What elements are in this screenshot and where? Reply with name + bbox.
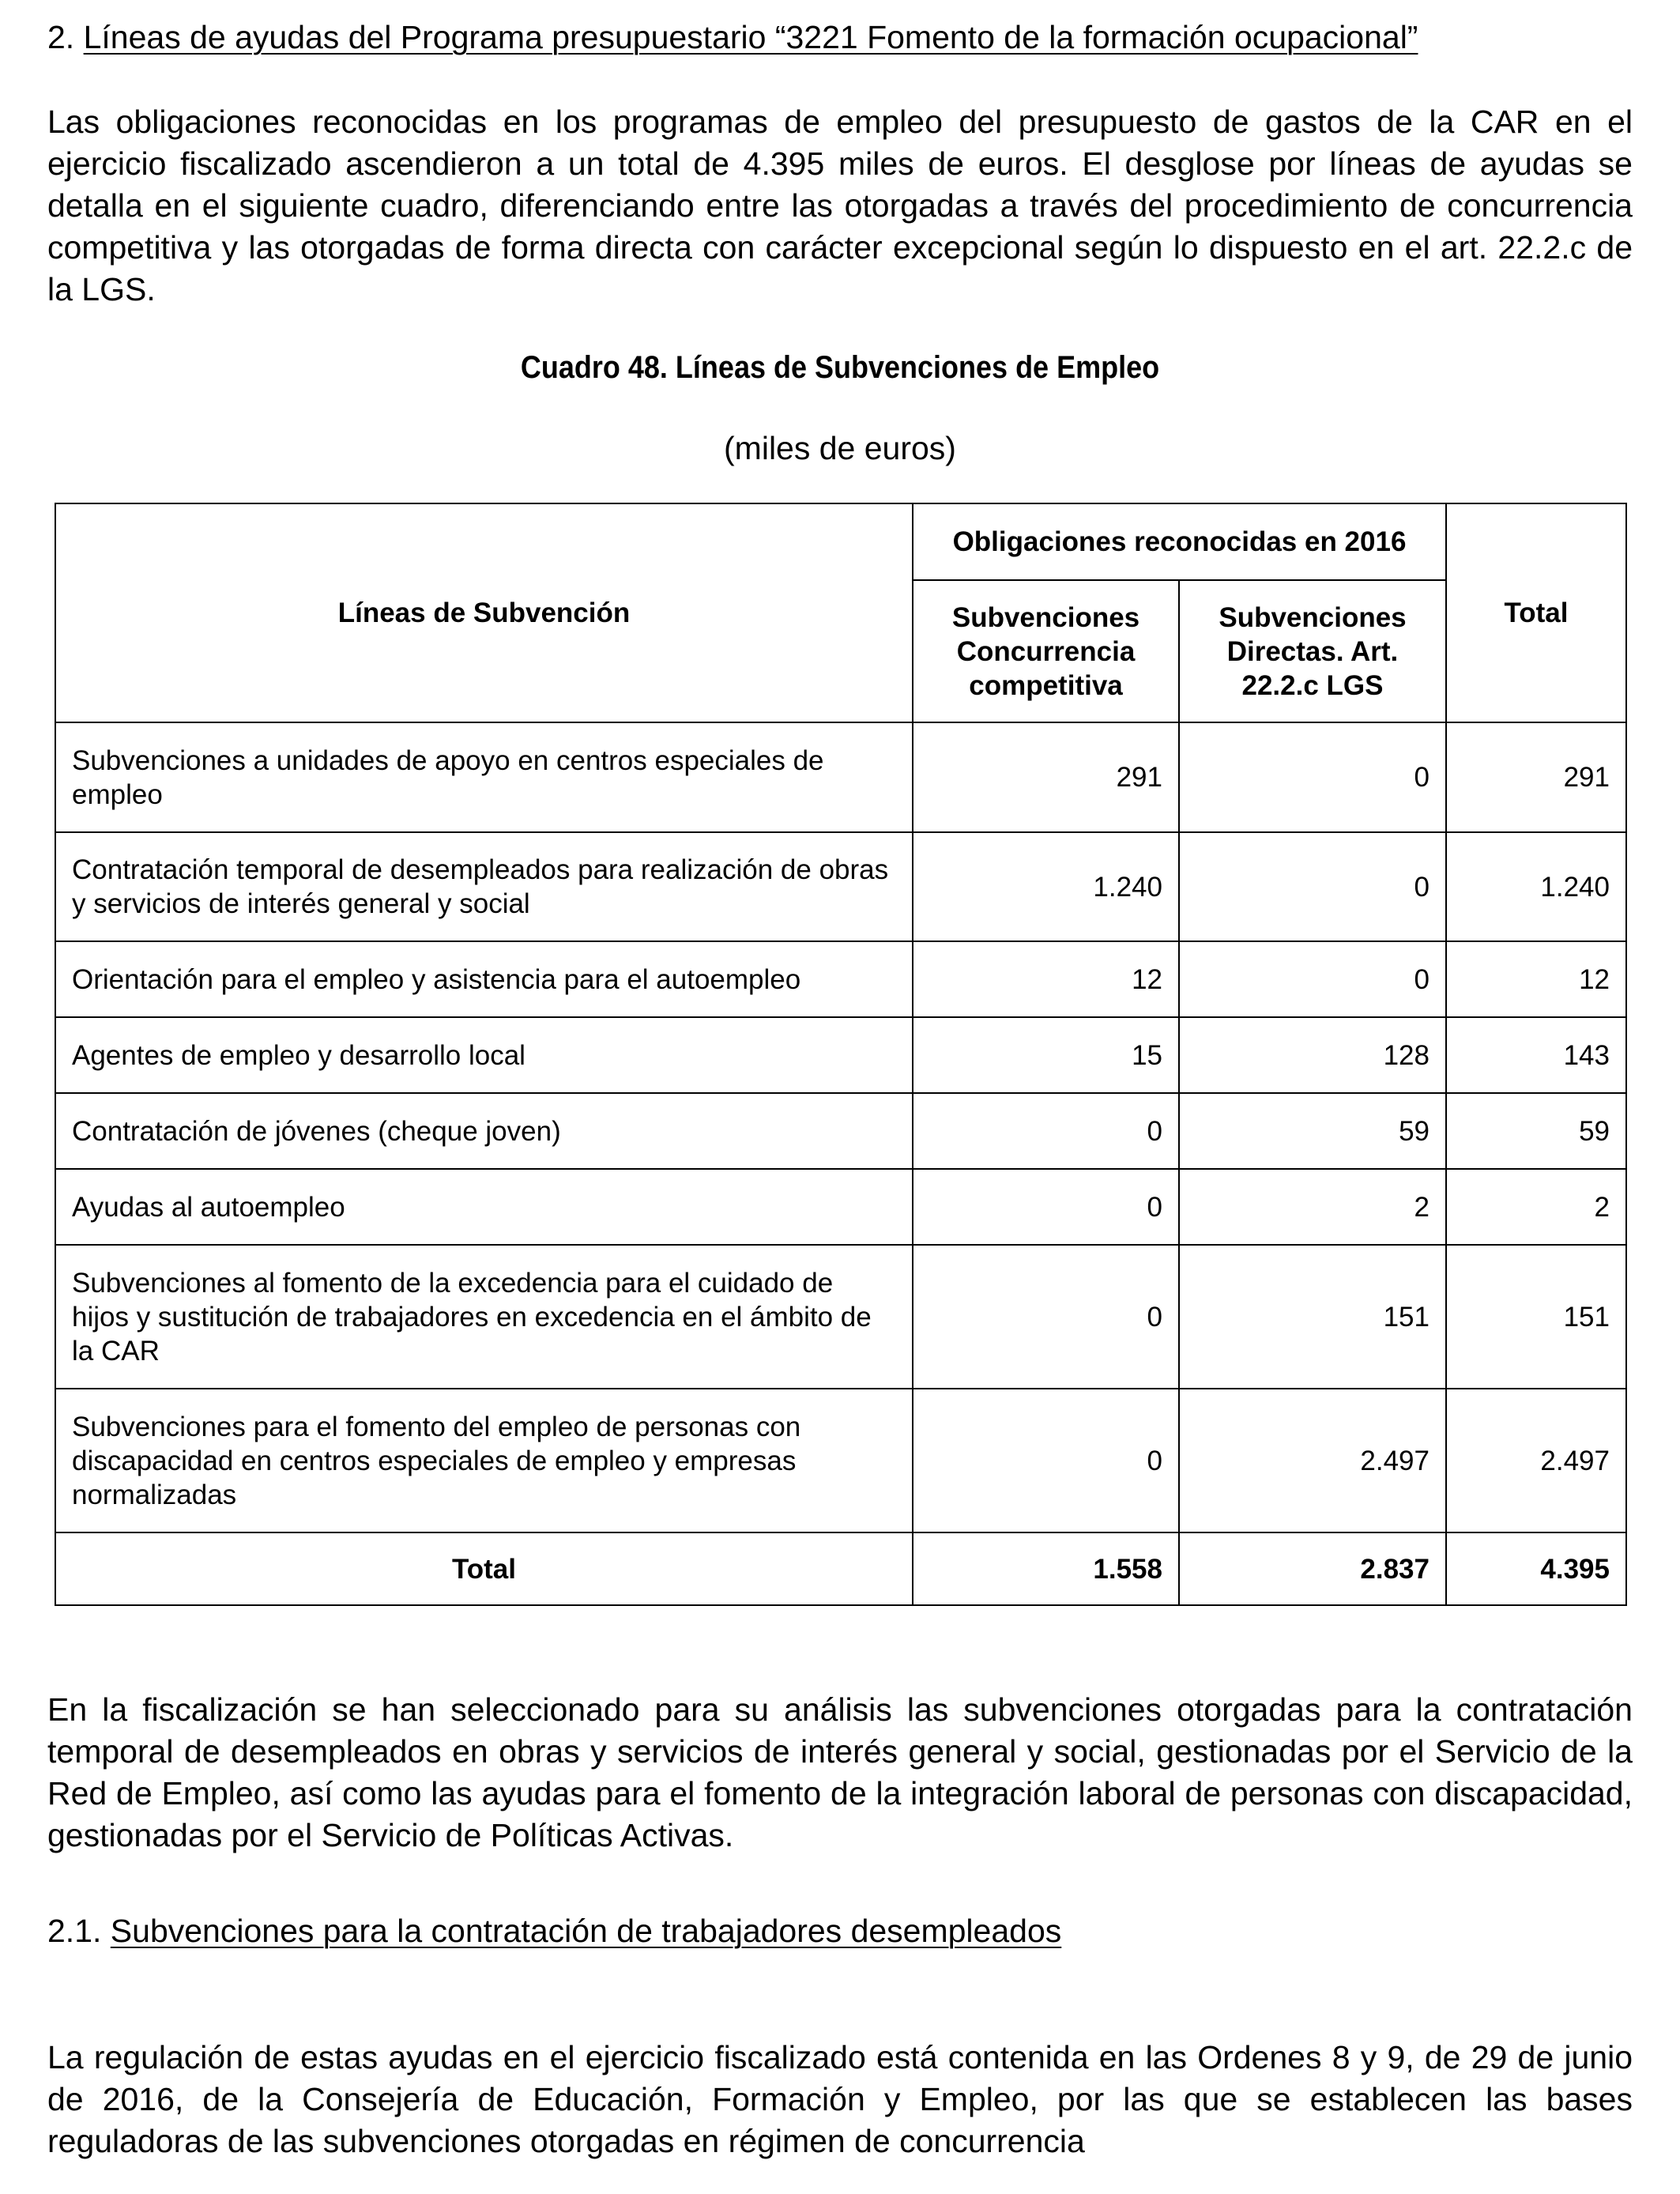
subsection-number: 2.1. xyxy=(47,1913,102,1949)
row-direct: 128 xyxy=(1179,1017,1446,1093)
table-total-row xyxy=(55,1532,1626,1605)
table-row xyxy=(55,1169,1626,1245)
intro-paragraph: Las obligaciones reconocidas en los programas de empleo del presupuesto de gastos de la CAR en el ejercicio fiscalizado ascendieron a un total de 4.395 miles de euros. El desglose por líneas de ayudas se detalla en el siguiente cuadro, diferenciando entre las otorgadas a través del procedimiento de concurrencia competitiva y las otorgadas de forma directa con carácter excepcional según lo dispuesto en el art. 22.2.c de la LGS. xyxy=(47,104,1633,307)
table-row xyxy=(55,1389,1626,1532)
table-row xyxy=(55,941,1626,1017)
table-row xyxy=(55,1245,1626,1389)
table-row xyxy=(55,1017,1626,1093)
row-competitive: 1.240 xyxy=(913,832,1179,941)
row-total: 151 xyxy=(1446,1245,1626,1389)
table-units: (miles de euros) xyxy=(724,430,956,466)
row-direct: 0 xyxy=(1179,722,1446,832)
row-label: Contratación temporal de desempleados para realización de obras y servicios de interés general y social xyxy=(55,832,913,941)
row-label: Subvenciones para el fomento del empleo de personas con discapacidad en centros especiales de empleo y empresas normalizadas xyxy=(55,1389,913,1532)
row-total: 143 xyxy=(1446,1017,1626,1093)
header-lines: Líneas de Subvención xyxy=(55,503,913,722)
row-label: Orientación para el empleo y asistencia para el autoempleo xyxy=(55,941,913,1017)
row-direct: 2 xyxy=(1179,1169,1446,1245)
row-label: Subvenciones a unidades de apoyo en centros especiales de empleo xyxy=(55,722,913,832)
row-competitive: 0 xyxy=(913,1169,1179,1245)
table-header-row xyxy=(55,503,1626,580)
row-label: Subvenciones al fomento de la excedencia para el cuidado de hijos y sustitución de trabajadores en excedencia en el ámbito de la CAR xyxy=(55,1245,913,1389)
row-total: 291 xyxy=(1446,722,1626,832)
row-total: 2.497 xyxy=(1446,1389,1626,1532)
section-number: 2. xyxy=(47,19,75,55)
row-total: 2 xyxy=(1446,1169,1626,1245)
row-total: 59 xyxy=(1446,1093,1626,1169)
analysis-paragraph: En la fiscalización se han seleccionado para su análisis las subvenciones otorgadas para la contratación temporal de desempleados en obras y servicios de interés general y social, gestionadas por el Servicio de la Red de Empleo, así como las ayudas para el fomento de la integración laboral de personas con discapacidad, gestionadas por el Servicio de Políticas Activas. xyxy=(47,1691,1633,1853)
row-total: 1.240 xyxy=(1446,832,1626,941)
row-competitive: 0 xyxy=(913,1245,1179,1389)
regulation-paragraph: La regulación de estas ayudas en el ejercicio fiscalizado está contenida en las Ordenes 8 y 9, de 29 de junio de 2016, de la Consejería de Educación, Formación y Empleo, por las que se establecen las bases reguladoras de las subvenciones otorgadas en régimen de concurrencia xyxy=(47,2039,1633,2159)
table-body xyxy=(55,722,1626,1532)
row-direct: 59 xyxy=(1179,1093,1446,1169)
row-direct: 2.497 xyxy=(1179,1389,1446,1532)
header-total: Total xyxy=(1446,503,1626,722)
row-direct: 0 xyxy=(1179,832,1446,941)
header-group: Obligaciones reconocidas en 2016 xyxy=(913,503,1446,580)
row-competitive: 0 xyxy=(913,1389,1179,1532)
row-direct: 0 xyxy=(1179,941,1446,1017)
header-competitive: Subvenciones Concurrencia competitiva xyxy=(913,580,1179,722)
row-label: Agentes de empleo y desarrollo local xyxy=(55,1017,913,1093)
row-competitive: 0 xyxy=(913,1093,1179,1169)
total-direct: 2.837 xyxy=(1179,1532,1446,1605)
row-label: Ayudas al autoempleo xyxy=(55,1169,913,1245)
header-direct: Subvenciones Directas. Art. 22.2.c LGS xyxy=(1179,580,1446,722)
section-heading xyxy=(47,17,1418,57)
subsection-heading xyxy=(47,1911,1061,1951)
total-label: Total xyxy=(55,1532,913,1605)
table-row xyxy=(55,722,1626,832)
section-title: Líneas de ayudas del Programa presupuestario “3221 Fomento de la formación ocupacional” xyxy=(83,19,1418,55)
row-competitive: 291 xyxy=(913,722,1179,832)
row-competitive: 15 xyxy=(913,1017,1179,1093)
table-row xyxy=(55,832,1626,941)
total-total: 4.395 xyxy=(1446,1532,1626,1605)
row-total: 12 xyxy=(1446,941,1626,1017)
table-caption: Cuadro 48. Líneas de Subvenciones de Empleo xyxy=(520,350,1160,385)
subsidy-lines-table xyxy=(55,503,1627,1606)
row-label: Contratación de jóvenes (cheque joven) xyxy=(55,1093,913,1169)
row-competitive: 12 xyxy=(913,941,1179,1017)
total-competitive: 1.558 xyxy=(913,1532,1179,1605)
table-row xyxy=(55,1093,1626,1169)
subsection-title: Subvenciones para la contratación de trabajadores desempleados xyxy=(110,1913,1062,1949)
row-direct: 151 xyxy=(1179,1245,1446,1389)
